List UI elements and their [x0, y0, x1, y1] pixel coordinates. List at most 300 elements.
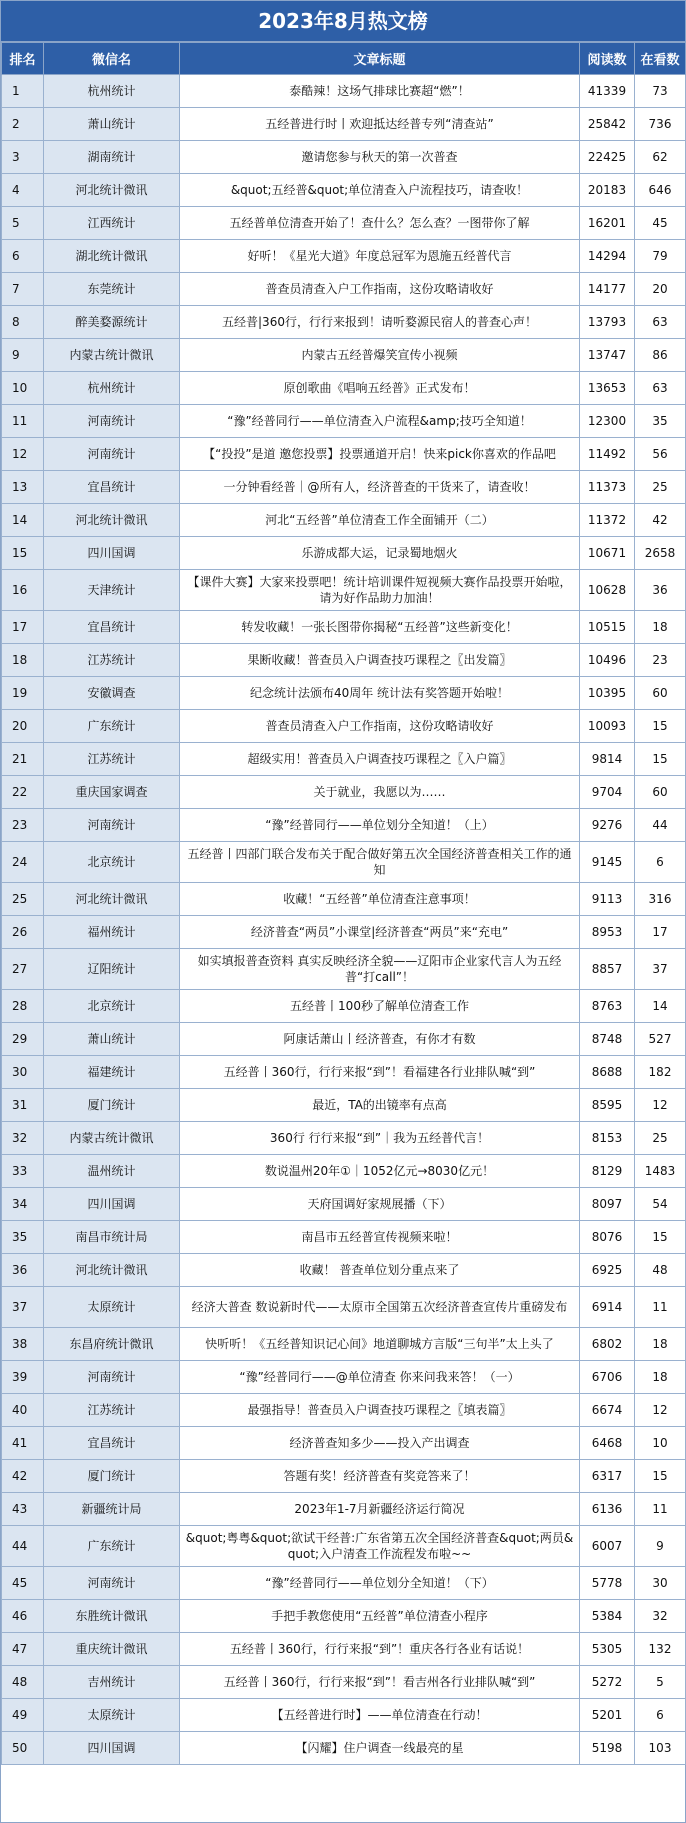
title-cell: 内蒙古五经普爆笑宣传小视频	[180, 339, 580, 372]
account-cell: 重庆国家调查	[44, 776, 180, 809]
table-row	[2, 1699, 686, 1732]
likes-cell: 316	[635, 883, 686, 916]
account-cell: 太原统计	[44, 1287, 180, 1328]
table-row	[2, 1188, 686, 1221]
reads-cell: 6802	[580, 1328, 635, 1361]
title-cell: 果断收藏！普查员入户调查技巧课程之〖出发篇〗	[180, 644, 580, 677]
likes-cell: 15	[635, 743, 686, 776]
rank-cell: 32	[2, 1122, 44, 1155]
header-reads: 阅读数	[580, 43, 635, 75]
likes-cell: 182	[635, 1056, 686, 1089]
rank-cell: 20	[2, 710, 44, 743]
rank-cell: 30	[2, 1056, 44, 1089]
reads-cell: 13793	[580, 306, 635, 339]
reads-cell: 14294	[580, 240, 635, 273]
reads-cell: 10395	[580, 677, 635, 710]
table-row	[2, 471, 686, 504]
account-cell: 江苏统计	[44, 1394, 180, 1427]
rank-cell: 8	[2, 306, 44, 339]
reads-cell: 11372	[580, 504, 635, 537]
likes-cell: 54	[635, 1188, 686, 1221]
table-row	[2, 1732, 686, 1765]
rank-cell: 6	[2, 240, 44, 273]
reads-cell: 12300	[580, 405, 635, 438]
title-cell: 超级实用！普查员入户调查技巧课程之〖入户篇〗	[180, 743, 580, 776]
table-row	[2, 1254, 686, 1287]
table-row	[2, 273, 686, 306]
rank-cell: 26	[2, 916, 44, 949]
table-row	[2, 1023, 686, 1056]
reads-cell: 16201	[580, 207, 635, 240]
account-cell: 吉州统计	[44, 1666, 180, 1699]
likes-cell: 62	[635, 141, 686, 174]
account-cell: 江西统计	[44, 207, 180, 240]
title-cell: 答题有奖！经济普查有奖竞答来了！	[180, 1460, 580, 1493]
account-cell: 江苏统计	[44, 743, 180, 776]
header-title: 文章标题	[180, 43, 580, 75]
title-cell: 一分钟看经普｜@所有人，经济普查的干货来了，请查收！	[180, 471, 580, 504]
table-row	[2, 949, 686, 990]
account-cell: 北京统计	[44, 842, 180, 883]
reads-cell: 8953	[580, 916, 635, 949]
table-row	[2, 611, 686, 644]
rank-cell: 36	[2, 1254, 44, 1287]
likes-cell: 37	[635, 949, 686, 990]
title-cell: 邀请您参与秋天的第一次普查	[180, 141, 580, 174]
rank-cell: 18	[2, 644, 44, 677]
reads-cell: 8595	[580, 1089, 635, 1122]
ranking-table	[1, 42, 686, 1765]
account-cell: 东莞统计	[44, 273, 180, 306]
rank-cell: 14	[2, 504, 44, 537]
account-cell: 醉美婺源统计	[44, 306, 180, 339]
table-row	[2, 743, 686, 776]
likes-cell: 2658	[635, 537, 686, 570]
table-row	[2, 916, 686, 949]
reads-cell: 41339	[580, 75, 635, 108]
table-row	[2, 537, 686, 570]
rank-cell: 17	[2, 611, 44, 644]
likes-cell: 20	[635, 273, 686, 306]
rank-cell: 4	[2, 174, 44, 207]
account-cell: 天津统计	[44, 570, 180, 611]
rank-cell: 38	[2, 1328, 44, 1361]
table-row	[2, 1526, 686, 1567]
reads-cell: 9145	[580, 842, 635, 883]
reads-cell: 6136	[580, 1493, 635, 1526]
header-account: 微信名	[44, 43, 180, 75]
reads-cell: 5198	[580, 1732, 635, 1765]
reads-cell: 8153	[580, 1122, 635, 1155]
account-cell: 安徽调查	[44, 677, 180, 710]
table-row	[2, 1567, 686, 1600]
rank-cell: 2	[2, 108, 44, 141]
reads-cell: 9113	[580, 883, 635, 916]
likes-cell: 35	[635, 405, 686, 438]
title-cell: 经济大普查 数说新时代——太原市全国第五次经济普查宣传片重磅发布	[180, 1287, 580, 1328]
likes-cell: 9	[635, 1526, 686, 1567]
title-cell: “豫”经普同行——单位划分全知道！（下）	[180, 1567, 580, 1600]
title-cell: 最强指导！普查员入户调查技巧课程之〖填表篇〗	[180, 1394, 580, 1427]
rank-cell: 27	[2, 949, 44, 990]
title-cell: 快听听！《五经普知识记心间》地道聊城方言版“三句半”太上头了	[180, 1328, 580, 1361]
account-cell: 河北统计微讯	[44, 1254, 180, 1287]
likes-cell: 646	[635, 174, 686, 207]
title-cell: &quot;五经普&quot;单位清查入户流程技巧，请查收！	[180, 174, 580, 207]
reads-cell: 8857	[580, 949, 635, 990]
account-cell: 厦门统计	[44, 1460, 180, 1493]
rank-cell: 12	[2, 438, 44, 471]
table-row	[2, 207, 686, 240]
table-row	[2, 141, 686, 174]
title-cell: &quot;粤粤&quot;欲试干经普:广东省第五次全国经济普查&quot;两员&quot;入户清查工作流程发布啦~~	[180, 1526, 580, 1567]
table-row	[2, 75, 686, 108]
account-cell: 福建统计	[44, 1056, 180, 1089]
header-rank: 排名	[2, 43, 44, 75]
rank-cell: 49	[2, 1699, 44, 1732]
table-row	[2, 570, 686, 611]
table-row	[2, 1460, 686, 1493]
likes-cell: 103	[635, 1732, 686, 1765]
likes-cell: 44	[635, 809, 686, 842]
account-cell: 内蒙古统计微讯	[44, 1122, 180, 1155]
title-cell: 阿康话萧山丨经济普查，有你才有数	[180, 1023, 580, 1056]
account-cell: 重庆统计微讯	[44, 1633, 180, 1666]
rank-cell: 42	[2, 1460, 44, 1493]
table-row	[2, 990, 686, 1023]
likes-cell: 86	[635, 339, 686, 372]
likes-cell: 1483	[635, 1155, 686, 1188]
title-cell: 【五经普进行时】——单位清查在行动！	[180, 1699, 580, 1732]
table-row	[2, 1056, 686, 1089]
reads-cell: 10496	[580, 644, 635, 677]
likes-cell: 5	[635, 1666, 686, 1699]
account-cell: 河南统计	[44, 438, 180, 471]
table-row	[2, 644, 686, 677]
title-cell: 【“投投”是道 邀您投票】投票通道开启！快来pick你喜欢的作品吧	[180, 438, 580, 471]
rank-cell: 9	[2, 339, 44, 372]
table-row	[2, 1600, 686, 1633]
account-cell: 太原统计	[44, 1699, 180, 1732]
reads-cell: 14177	[580, 273, 635, 306]
reads-cell: 9704	[580, 776, 635, 809]
likes-cell: 11	[635, 1493, 686, 1526]
rank-cell: 10	[2, 372, 44, 405]
likes-cell: 36	[635, 570, 686, 611]
account-cell: 宜昌统计	[44, 611, 180, 644]
rank-cell: 25	[2, 883, 44, 916]
title-cell: 五经普丨100秒了解单位清查工作	[180, 990, 580, 1023]
rank-cell: 44	[2, 1526, 44, 1567]
header-row	[2, 43, 686, 75]
rank-cell: 46	[2, 1600, 44, 1633]
rank-cell: 7	[2, 273, 44, 306]
reads-cell: 9814	[580, 743, 635, 776]
likes-cell: 25	[635, 1122, 686, 1155]
likes-cell: 15	[635, 710, 686, 743]
title-cell: 原创歌曲《唱响五经普》正式发布！	[180, 372, 580, 405]
likes-cell: 32	[635, 1600, 686, 1633]
reads-cell: 10671	[580, 537, 635, 570]
reads-cell: 6914	[580, 1287, 635, 1328]
account-cell: 广东统计	[44, 710, 180, 743]
likes-cell: 15	[635, 1460, 686, 1493]
rank-cell: 11	[2, 405, 44, 438]
likes-cell: 10	[635, 1427, 686, 1460]
ranking-table-body	[2, 75, 686, 1765]
table-row	[2, 809, 686, 842]
likes-cell: 6	[635, 1699, 686, 1732]
reads-cell: 8763	[580, 990, 635, 1023]
likes-cell: 15	[635, 1221, 686, 1254]
rank-cell: 19	[2, 677, 44, 710]
table-row	[2, 174, 686, 207]
title-cell: 关于就业，我愿以为……	[180, 776, 580, 809]
account-cell: 河南统计	[44, 809, 180, 842]
likes-cell: 73	[635, 75, 686, 108]
likes-cell: 79	[635, 240, 686, 273]
rank-cell: 22	[2, 776, 44, 809]
table-row	[2, 1155, 686, 1188]
likes-cell: 63	[635, 306, 686, 339]
title-cell: 泰酷辣！这场气排球比赛超“燃”！	[180, 75, 580, 108]
page-title: 2023年8月热文榜	[1, 1, 685, 42]
reads-cell: 5305	[580, 1633, 635, 1666]
account-cell: 四川国调	[44, 1732, 180, 1765]
likes-cell: 60	[635, 677, 686, 710]
reads-cell: 8748	[580, 1023, 635, 1056]
account-cell: 河北统计微讯	[44, 504, 180, 537]
rank-cell: 35	[2, 1221, 44, 1254]
likes-cell: 25	[635, 471, 686, 504]
rank-cell: 33	[2, 1155, 44, 1188]
rank-cell: 23	[2, 809, 44, 842]
table-row	[2, 504, 686, 537]
title-cell: 经济普查“两员”小课堂|经济普查“两员”来“充电”	[180, 916, 580, 949]
rank-cell: 45	[2, 1567, 44, 1600]
reads-cell: 8097	[580, 1188, 635, 1221]
account-cell: 四川国调	[44, 1188, 180, 1221]
likes-cell: 6	[635, 842, 686, 883]
account-cell: 南昌市统计局	[44, 1221, 180, 1254]
reads-cell: 5778	[580, 1567, 635, 1600]
table-row	[2, 1394, 686, 1427]
rank-cell: 47	[2, 1633, 44, 1666]
reads-cell: 5201	[580, 1699, 635, 1732]
rank-cell: 31	[2, 1089, 44, 1122]
title-cell: 好听！《星光大道》年度总冠军为恩施五经普代言	[180, 240, 580, 273]
reads-cell: 10515	[580, 611, 635, 644]
rank-cell: 43	[2, 1493, 44, 1526]
title-cell: 转发收藏！一张长图带你揭秘“五经普”这些新变化！	[180, 611, 580, 644]
reads-cell: 11492	[580, 438, 635, 471]
account-cell: 杭州统计	[44, 372, 180, 405]
rank-cell: 13	[2, 471, 44, 504]
rank-cell: 3	[2, 141, 44, 174]
title-cell: 乐游成都大运，记录蜀地烟火	[180, 537, 580, 570]
reads-cell: 8129	[580, 1155, 635, 1188]
title-cell: 五经普进行时丨欢迎抵达经普专列“清查站”	[180, 108, 580, 141]
likes-cell: 45	[635, 207, 686, 240]
table-row	[2, 1328, 686, 1361]
likes-cell: 11	[635, 1287, 686, 1328]
reads-cell: 5272	[580, 1666, 635, 1699]
table-row	[2, 883, 686, 916]
likes-cell: 42	[635, 504, 686, 537]
title-cell: 普查员清查入户工作指南，这份攻略请收好	[180, 273, 580, 306]
likes-cell: 63	[635, 372, 686, 405]
rank-cell: 15	[2, 537, 44, 570]
reads-cell: 6468	[580, 1427, 635, 1460]
account-cell: 河北统计微讯	[44, 174, 180, 207]
rank-cell: 28	[2, 990, 44, 1023]
table-row	[2, 1287, 686, 1328]
title-cell: 最近，TA的出镜率有点高	[180, 1089, 580, 1122]
table-row	[2, 1221, 686, 1254]
likes-cell: 12	[635, 1394, 686, 1427]
table-row	[2, 1633, 686, 1666]
title-cell: 收藏！“五经普”单位清查注意事项！	[180, 883, 580, 916]
title-cell: 五经普丨360行，行行来报“到”！重庆各行各业有话说！	[180, 1633, 580, 1666]
account-cell: 河南统计	[44, 405, 180, 438]
rank-cell: 39	[2, 1361, 44, 1394]
title-cell: 收藏！ 普查单位划分重点来了	[180, 1254, 580, 1287]
rank-cell: 41	[2, 1427, 44, 1460]
account-cell: 福州统计	[44, 916, 180, 949]
likes-cell: 60	[635, 776, 686, 809]
account-cell: 新疆统计局	[44, 1493, 180, 1526]
title-cell: 如实填报普查资料 真实反映经济全貌——辽阳市企业家代言人为五经普“打call”！	[180, 949, 580, 990]
table-row	[2, 776, 686, 809]
title-cell: 南昌市五经普宣传视频来啦！	[180, 1221, 580, 1254]
reads-cell: 6925	[580, 1254, 635, 1287]
reads-cell: 9276	[580, 809, 635, 842]
rank-cell: 1	[2, 75, 44, 108]
account-cell: 河北统计微讯	[44, 883, 180, 916]
table-row	[2, 306, 686, 339]
account-cell: 萧山统计	[44, 1023, 180, 1056]
reads-cell: 11373	[580, 471, 635, 504]
reads-cell: 8688	[580, 1056, 635, 1089]
rank-cell: 16	[2, 570, 44, 611]
table-row	[2, 1427, 686, 1460]
title-cell: 【课件大赛】大家来投票吧！统计培训课件短视频大赛作品投票开始啦，请为好作品助力加油！	[180, 570, 580, 611]
title-cell: 天府国调好家规展播（下）	[180, 1188, 580, 1221]
account-cell: 宜昌统计	[44, 1427, 180, 1460]
title-cell: “豫”经普同行——@单位清查 你来问我来答！（一）	[180, 1361, 580, 1394]
likes-cell: 23	[635, 644, 686, 677]
account-cell: 河南统计	[44, 1567, 180, 1600]
account-cell: 北京统计	[44, 990, 180, 1023]
title-cell: 360行 行行来报“到”｜我为五经普代言！	[180, 1122, 580, 1155]
account-cell: 厦门统计	[44, 1089, 180, 1122]
account-cell: 东昌府统计微讯	[44, 1328, 180, 1361]
title-cell: 河北“五经普”单位清查工作全面铺开（二）	[180, 504, 580, 537]
account-cell: 四川国调	[44, 537, 180, 570]
likes-cell: 132	[635, 1633, 686, 1666]
table-row	[2, 842, 686, 883]
account-cell: 辽阳统计	[44, 949, 180, 990]
table-row	[2, 1361, 686, 1394]
table-row	[2, 1493, 686, 1526]
title-cell: 五经普丨四部门联合发布关于配合做好第五次全国经济普查相关工作的通知	[180, 842, 580, 883]
likes-cell: 30	[635, 1567, 686, 1600]
account-cell: 温州统计	[44, 1155, 180, 1188]
table-row	[2, 372, 686, 405]
title-cell: 手把手教您使用“五经普”单位清查小程序	[180, 1600, 580, 1633]
account-cell: 河南统计	[44, 1361, 180, 1394]
reads-cell: 8076	[580, 1221, 635, 1254]
title-cell: 经济普查知多少——投入产出调查	[180, 1427, 580, 1460]
likes-cell: 12	[635, 1089, 686, 1122]
account-cell: 内蒙古统计微讯	[44, 339, 180, 372]
reads-cell: 13653	[580, 372, 635, 405]
rank-cell: 37	[2, 1287, 44, 1328]
table-row	[2, 1089, 686, 1122]
title-cell: 五经普|360行，行行来报到！请听婺源民宿人的普查心声！	[180, 306, 580, 339]
rank-cell: 40	[2, 1394, 44, 1427]
likes-cell: 18	[635, 611, 686, 644]
likes-cell: 736	[635, 108, 686, 141]
title-cell: 五经普丨360行，行行来报“到”！看福建各行业排队喊“到”	[180, 1056, 580, 1089]
table-row	[2, 677, 686, 710]
account-cell: 湖南统计	[44, 141, 180, 174]
likes-cell: 48	[635, 1254, 686, 1287]
account-cell: 萧山统计	[44, 108, 180, 141]
header-likes: 在看数	[635, 43, 686, 75]
reads-cell: 10628	[580, 570, 635, 611]
table-row	[2, 240, 686, 273]
title-cell: 五经普单位清查开始了！查什么？怎么查？一图带你了解	[180, 207, 580, 240]
title-cell: 2023年1-7月新疆经济运行简况	[180, 1493, 580, 1526]
table-row	[2, 108, 686, 141]
title-cell: 普查员清查入户工作指南，这份攻略请收好	[180, 710, 580, 743]
account-cell: 宜昌统计	[44, 471, 180, 504]
rank-cell: 34	[2, 1188, 44, 1221]
table-row	[2, 1666, 686, 1699]
table-row	[2, 1122, 686, 1155]
rank-cell: 21	[2, 743, 44, 776]
title-cell: 纪念统计法颁布40周年 统计法有奖答题开始啦！	[180, 677, 580, 710]
title-cell: 数说温州20年①｜1052亿元→8030亿元！	[180, 1155, 580, 1188]
reads-cell: 22425	[580, 141, 635, 174]
reads-cell: 6706	[580, 1361, 635, 1394]
account-cell: 杭州统计	[44, 75, 180, 108]
likes-cell: 17	[635, 916, 686, 949]
table-row	[2, 339, 686, 372]
reads-cell: 20183	[580, 174, 635, 207]
table-row	[2, 710, 686, 743]
likes-cell: 18	[635, 1361, 686, 1394]
rank-cell: 5	[2, 207, 44, 240]
account-cell: 广东统计	[44, 1526, 180, 1567]
likes-cell: 56	[635, 438, 686, 471]
title-cell: “豫”经普同行——单位清查入户流程&amp;技巧全知道！	[180, 405, 580, 438]
table-row	[2, 405, 686, 438]
title-cell: 五经普丨360行，行行来报“到”！看吉州各行业排队喊“到”	[180, 1666, 580, 1699]
likes-cell: 14	[635, 990, 686, 1023]
reads-cell: 6317	[580, 1460, 635, 1493]
rank-cell: 29	[2, 1023, 44, 1056]
table-row	[2, 438, 686, 471]
likes-cell: 18	[635, 1328, 686, 1361]
reads-cell: 6674	[580, 1394, 635, 1427]
rank-cell: 48	[2, 1666, 44, 1699]
account-cell: 东胜统计微讯	[44, 1600, 180, 1633]
reads-cell: 25842	[580, 108, 635, 141]
rank-cell: 50	[2, 1732, 44, 1765]
reads-cell: 5384	[580, 1600, 635, 1633]
